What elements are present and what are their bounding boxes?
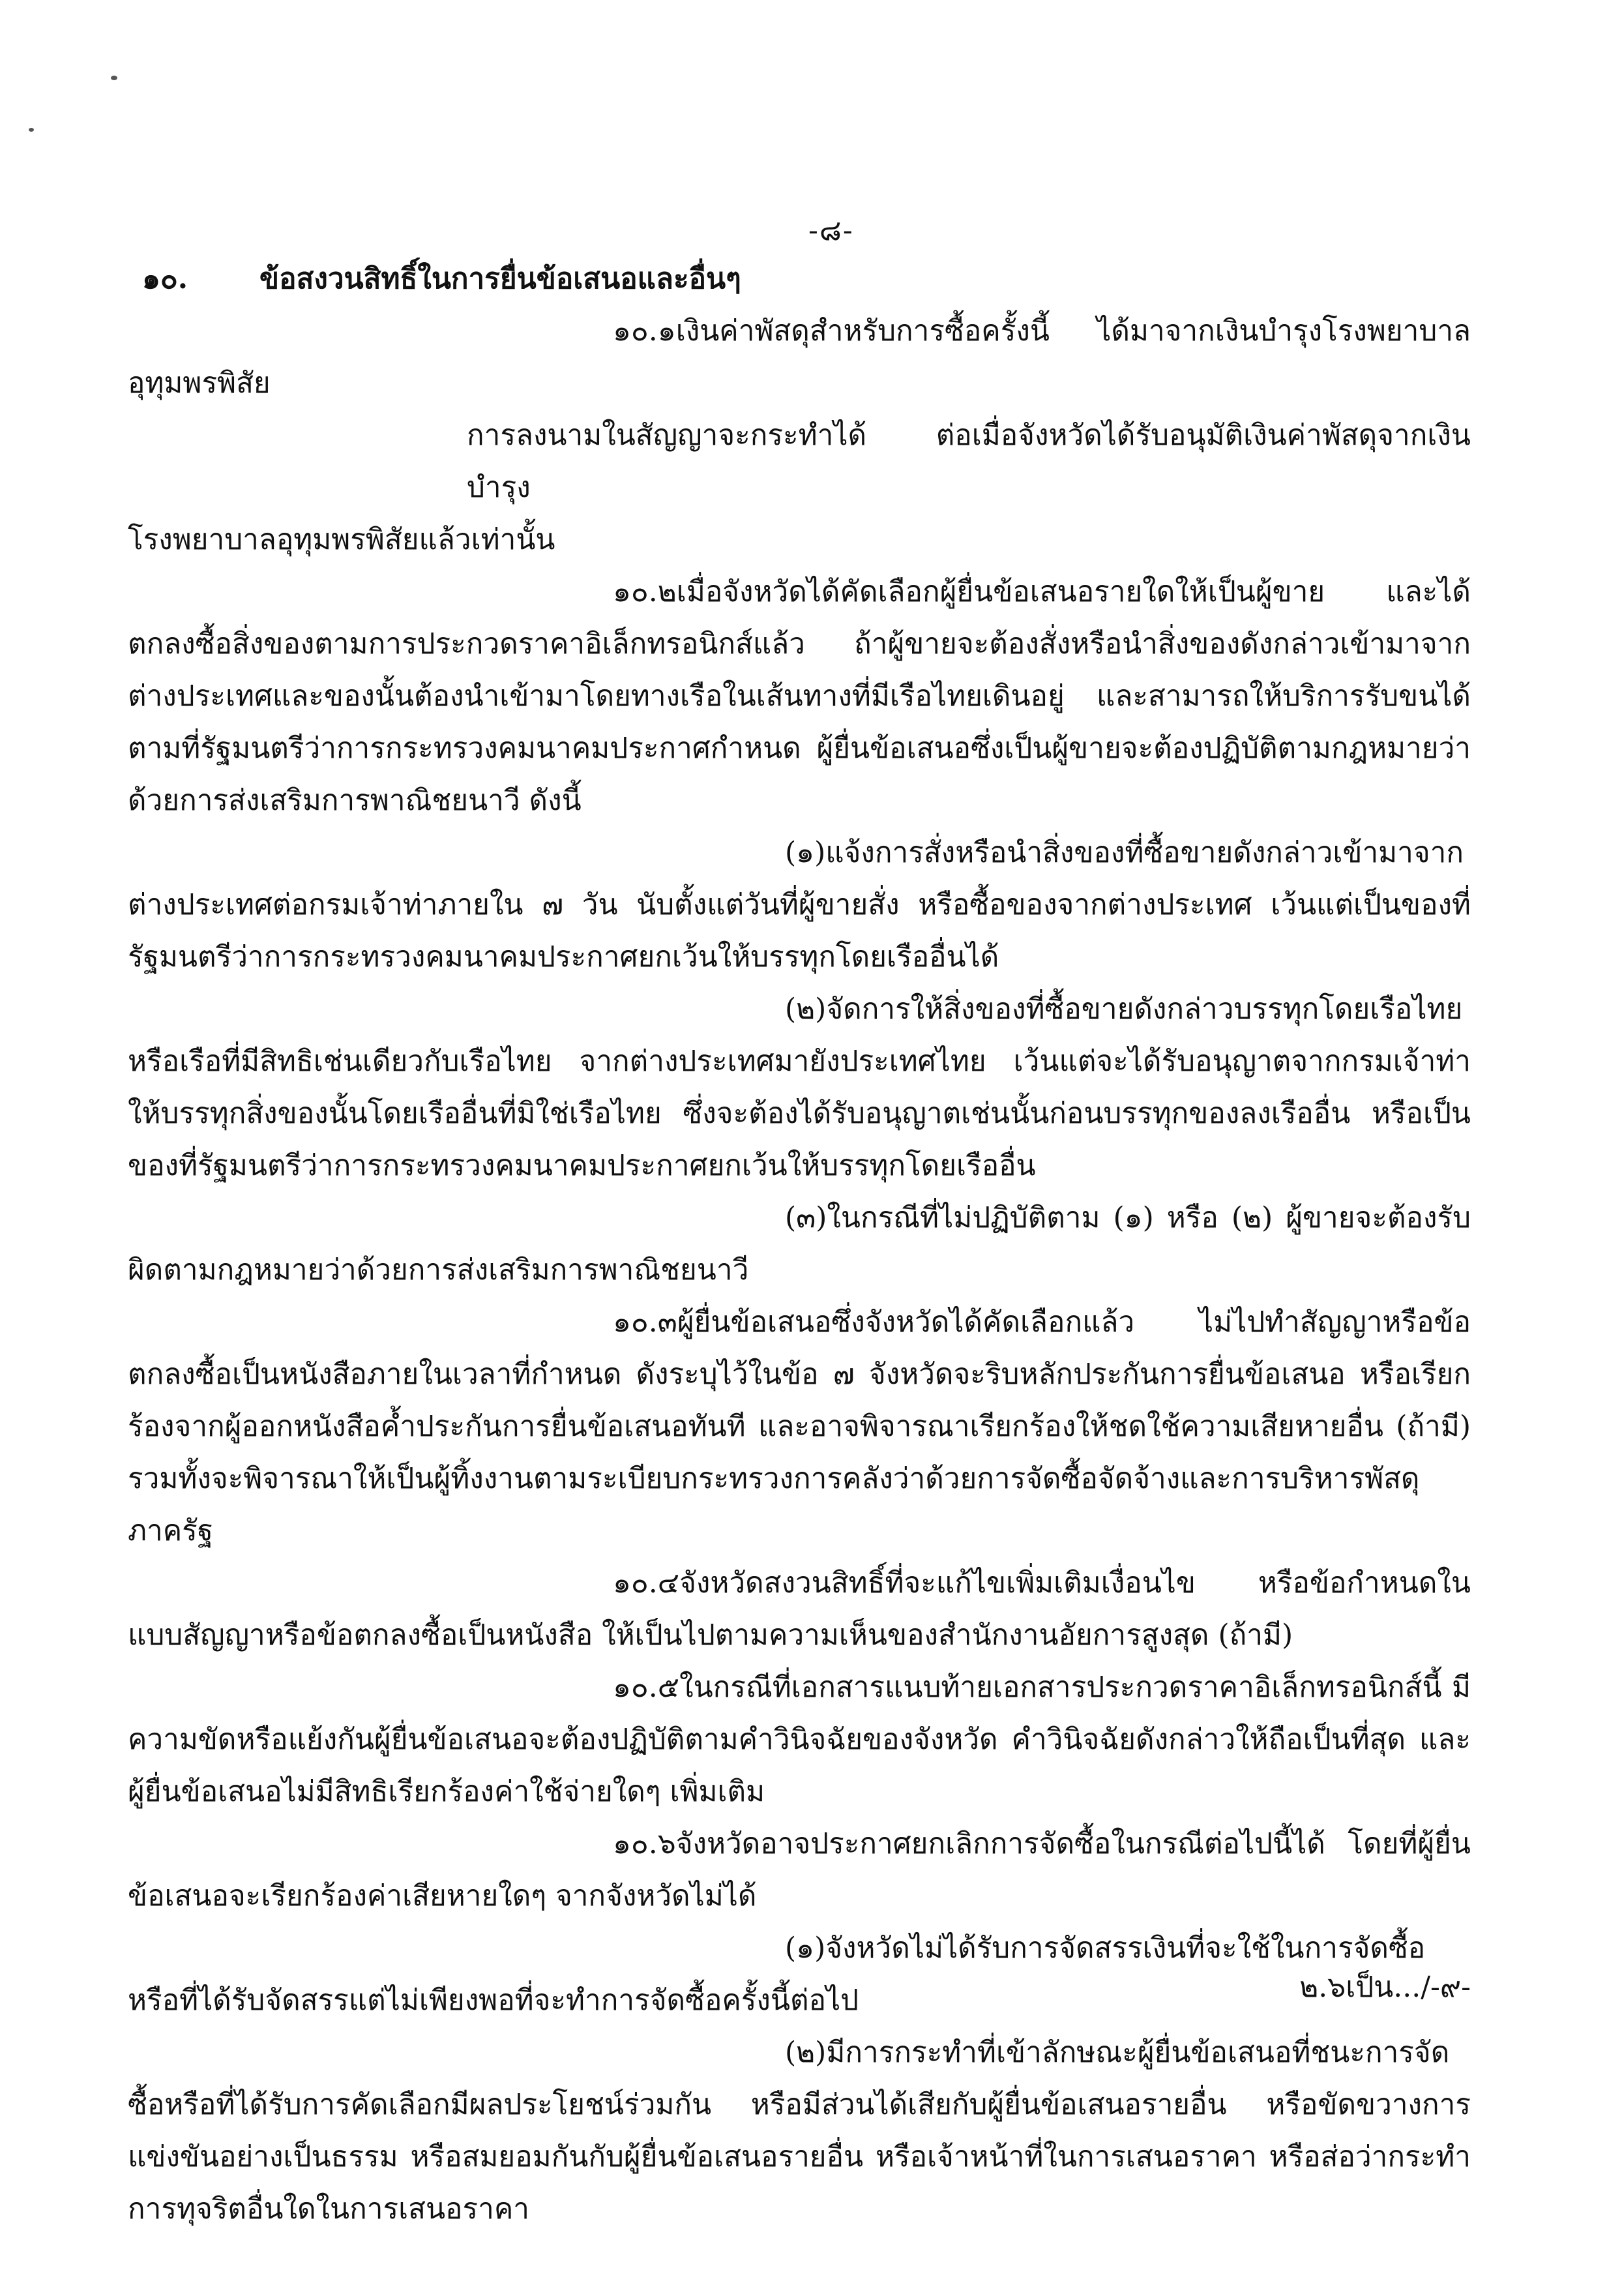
sub-item-label: (๑) xyxy=(785,1931,826,1965)
clause-10-1 xyxy=(128,305,1471,566)
clause-10-1-line2: การลงนามในสัญญาจะกระทำได้ ต่อเมื่อจังหวัดได้รับอนุมัติเงินค่าพัสดุจากเงินบำรุง xyxy=(467,419,1471,504)
sub-item xyxy=(128,2027,1471,2235)
clause-number: ๑๐.๖ xyxy=(613,1827,676,1860)
sub-item-label: (๒) xyxy=(785,2036,827,2069)
clause-paragraph xyxy=(128,566,1471,827)
clause-number: ๑๐.๒ xyxy=(613,575,677,608)
sub-item xyxy=(128,827,1471,983)
sub-item-label: (๓) xyxy=(785,1201,827,1234)
page-number: -๘- xyxy=(808,214,854,247)
sub-item xyxy=(128,983,1471,1192)
scan-speck xyxy=(29,128,34,132)
sub-item-text: แจ้งการสั่งหรือนำสิ่งของที่ซื้อขายดังกล่าวเข้ามาจากต่างประเทศต่อกรมเจ้าท่าภายใน ๗ วัน นับตั้งแต่วันที่ผู้ขายสั่ง หรือซื้อของจากต่างประเทศ เว้นแต่เป็นของที่รัฐมนตรีว่าการกระทรวงคมนาคมประกาศยกเว้นให้บรรทุกโดยเรืออื่นได้ xyxy=(128,836,1471,974)
sub-item-text: ในกรณีที่ไม่ปฏิบัติตาม (๑) หรือ (๒) ผู้ขายจะต้องรับผิดตามกฎหมายว่าด้วยการส่งเสริมการพาณิชยนาวี xyxy=(128,1201,1471,1287)
clause-number: ๑๐.๔ xyxy=(613,1566,680,1600)
clause-text: ผู้ยื่นข้อเสนอซึ่งจังหวัดได้คัดเลือกแล้ว ไม่ไปทำสัญญาหรือข้อตกลงซื้อเป็นหนังสือภายในเวลาที่กำหนด ดังระบุไว้ในข้อ ๗ จังหวัดจะริบหลักประกันการยื่นข้อเสนอ หรือเรียกร้องจากผู้ออกหนังสือค้ำประกันการยื่นข้อเสนอทันที และอาจพิจารณาเรียกร้องให้ชดใช้ความเสียหายอื่น (ถ้ามี) รวมทั้งจะพิจารณาให้เป็นผู้ทิ้งงานตามระเบียบกระทรวงการคลังว่าด้วยการจัดซื้อจัดจ้างและการบริหารพัสดุภาครัฐ xyxy=(128,1305,1471,1547)
clause-number: ๑๐.๓ xyxy=(613,1305,677,1339)
sub-item xyxy=(128,1192,1471,1296)
sub-item-label: (๒) xyxy=(785,992,827,1026)
clause-number: ๑๐.๕ xyxy=(613,1671,680,1704)
clause-text: จังหวัดอาจประกาศยกเลิกการจัดซื้อในกรณีต่อไปนี้ได้ โดยที่ผู้ยื่นข้อเสนอจะเรียกร้องค่าเสียหายใดๆ จากจังหวัดไม่ได้ xyxy=(128,1827,1471,1913)
clause-paragraph xyxy=(128,1818,1471,1922)
document-body xyxy=(128,253,1471,2235)
clause-10-3 xyxy=(128,1296,1471,1557)
clause-10-6 xyxy=(128,1818,1471,2235)
section-number: ๑๐. xyxy=(142,262,188,295)
clause-text: จังหวัดสงวนสิทธิ์ที่จะแก้ไขเพิ่มเติมเงื่อนไข หรือข้อกำหนดในแบบสัญญาหรือข้อตกลงซื้อเป็นหนังสือ ให้เป็นไปตามความเห็นของสำนักงานอัยการสูงสุด (ถ้ามี) xyxy=(128,1566,1471,1652)
clause-text: เมื่อจังหวัดได้คัดเลือกผู้ยื่นข้อเสนอรายใดให้เป็นผู้ขาย และได้ตกลงซื้อสิ่งของตามการประกวดราคาอิเล็กทรอนิกส์แล้ว ถ้าผู้ขายจะต้องสั่งหรือนำสิ่งของดังกล่าวเข้ามาจากต่างประเทศและของนั้นต้องนำเข้ามาโดยทางเรือในเส้นทางที่มีเรือไทยเดินอยู่ และสามารถให้บริการรับขนได้ตามที่รัฐมนตรีว่าการกระทรวงคมนาคมประกาศกำหนด ผู้ยื่นข้อเสนอซึ่งเป็นผู้ขายจะต้องปฏิบัติตามกฎหมายว่าด้วยการส่งเสริมการพาณิชยนาวี ดังนี้ xyxy=(128,575,1471,817)
clause-10-1-line1 xyxy=(128,305,1471,410)
clause-10-4 xyxy=(128,1557,1471,1662)
sub-item xyxy=(128,1922,1471,2027)
sub-item-label: (๑) xyxy=(785,836,826,869)
clause-10-5 xyxy=(128,1662,1471,1818)
clause-text: ในกรณีที่เอกสารแนบท้ายเอกสารประกวดราคาอิเล็กทรอนิกส์นี้ มีความขัดหรือแย้งกันผู้ยื่นข้อเสนอจะต้องปฏิบัติตามคำวินิจฉัยของจังหวัด คำวินิจฉัยดังกล่าวให้ถือเป็นที่สุด และผู้ยื่นข้อเสนอไม่มีสิทธิเรียกร้องค่าใช้จ่ายใดๆ เพิ่มเติม xyxy=(128,1671,1471,1808)
sub-item-text: จัดการให้สิ่งของที่ซื้อขายดังกล่าวบรรทุกโดยเรือไทย หรือเรือที่มีสิทธิเช่นเดียวกับเรือไทย จากต่างประเทศมายังประเทศไทย เว้นแต่จะได้รับอนุญาตจากกรมเจ้าท่า ให้บรรทุกสิ่งของนั้นโดยเรืออื่นที่มิใช่เรือไทย ซึ่งจะต้องได้รับอนุญาตเช่นนั้นก่อนบรรทุกของลงเรืออื่น หรือเป็นของที่รัฐมนตรีว่าการกระทรวงคมนาคมประกาศยกเว้นให้บรรทุกโดยเรืออื่น xyxy=(128,992,1471,1182)
section-title: ข้อสงวนสิทธิ์ในการยื่นข้อเสนอและอื่นๆ xyxy=(259,262,741,295)
clause-number: ๑๐.๑ xyxy=(613,314,676,348)
scan-speck xyxy=(111,76,117,80)
clause-text: เงินค่าพัสดุสำหรับการซื้อครั้งนี้ ได้มาจากเงินบำรุงโรงพยาบาลอุทุมพรพิสัย xyxy=(128,314,1471,400)
clause-10-1-line3: โรงพยาบาลอุทุมพรพิสัยแล้วเท่านั้น xyxy=(128,523,555,556)
sub-item-text: มีการกระทำที่เข้าลักษณะผู้ยื่นข้อเสนอที่ชนะการจัดซื้อหรือที่ได้รับการคัดเลือกมีผลประโยชน์ร่วมกัน หรือมีส่วนได้เสียกับผู้ยื่นข้อเสนอรายอื่น หรือขัดขวางการแข่งขันอย่างเป็นธรรม หรือสมยอมกันกับผู้ยื่นข้อเสนอรายอื่น หรือเจ้าหน้าที่ในการเสนอราคา หรือส่อว่ากระทำการทุจริตอื่นใดในการเสนอราคา xyxy=(128,2036,1471,2226)
sub-item-text: จังหวัดไม่ได้รับการจัดสรรเงินที่จะใช้ในการจัดซื้อหรือที่ได้รับจัดสรรแต่ไม่เพียงพอที่จะทำการจัดซื้อครั้งนี้ต่อไป xyxy=(128,1931,1426,2017)
continuation-reference: ๒.๖เป็น.../-๙- xyxy=(1299,1971,1471,2004)
section-heading xyxy=(142,253,1471,305)
clause-10-2 xyxy=(128,566,1471,1296)
